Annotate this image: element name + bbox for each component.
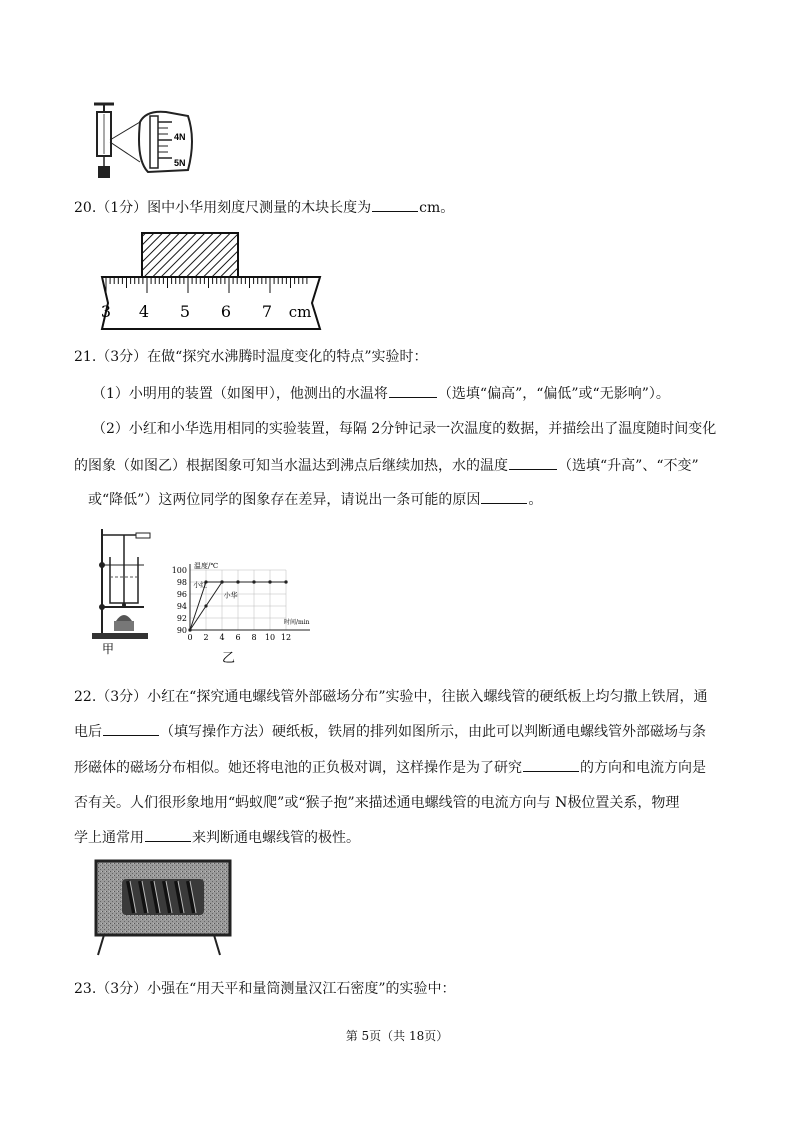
page-footer: 第 5页（共 18页） — [345, 1029, 449, 1043]
chart-series-label: 小红 — [193, 580, 208, 589]
q21-part1 — [92, 383, 670, 404]
solenoid-photo — [94, 859, 232, 957]
q22-line3 — [74, 757, 706, 778]
q22-blank3[interactable] — [145, 827, 191, 842]
ruler-label-5: 5 — [179, 302, 191, 321]
chart-ylabel: 温度/℃ — [194, 562, 219, 570]
chart-ytick-label: 100 — [171, 566, 187, 575]
temperature-chart — [166, 560, 316, 666]
chart-point — [236, 580, 239, 583]
q22-blank2[interactable] — [523, 757, 579, 772]
q21-part2-blank1[interactable] — [509, 455, 557, 470]
chart-ytick-label: 96 — [176, 590, 187, 599]
ruler-figure — [96, 231, 326, 333]
chart-point — [204, 604, 207, 607]
scale-label-4n: 4N — [174, 132, 186, 142]
scale-label-5n: 5N — [174, 158, 186, 168]
q22-line1: 22.（3分）小红在“探究通电螺线管外部磁场分布”实验中，往嵌入螺线管的硬纸板上均匀撒上铁屑，通 — [74, 689, 708, 705]
q22-line3-rest: 的方向和电流方向是 — [580, 760, 706, 776]
chart-xlabel: 时间/min — [284, 619, 310, 626]
q21-part1-text: （1）小明用的装置（如图甲），他测出的水温将 — [92, 386, 388, 402]
chart-xtick-label: 10 — [264, 633, 276, 642]
fig-jia-caption: 甲 — [102, 642, 115, 655]
q21-part2-text: 的图象（如图乙）根据图象可知当水温达到沸点后继续加热，水的温度 — [74, 458, 508, 474]
wooden-block — [142, 233, 238, 277]
ruler-label-7: 7 — [261, 302, 273, 321]
chart-point — [188, 628, 191, 631]
chart-point — [220, 580, 223, 583]
q22-line2-text: 电后 — [74, 724, 102, 740]
q22-line4: 否有关。人们很形象地用“蚂蚁爬”或“猴子抱”来描述通电螺线管的电流方向与 N极位置关系，物理 — [74, 795, 680, 811]
chart-xtick-label: 0 — [187, 633, 193, 642]
ruler-label-6: 6 — [220, 302, 232, 321]
chart-xtick-label: 2 — [203, 633, 209, 642]
chart-ytick-label: 98 — [176, 578, 187, 587]
q22-line5-rest: 来判断通电螺线管的极性。 — [192, 830, 360, 846]
q21-part1-blank[interactable] — [389, 383, 437, 398]
q21-part2-reason: 或“降低”）这两位同学的图象存在差异，请说出一条可能的原因 — [88, 492, 481, 508]
q21-part1-options: （选填“偏高”，“偏低”或“无影响”）。 — [437, 386, 670, 402]
chart-point — [284, 580, 287, 583]
chart-ytick-label: 92 — [176, 614, 187, 623]
q20-answer-blank[interactable] — [372, 197, 418, 212]
q21-part2-line2 — [74, 455, 699, 476]
q21-part2-end: 。 — [528, 492, 543, 508]
q21-part2-line3 — [88, 489, 542, 510]
apparatus-figure — [88, 525, 152, 655]
q23-heading: 23.（3分）小强在“用天平和量筒测量汉江石密度”的实验中： — [74, 981, 456, 997]
chart-xtick-label: 6 — [235, 633, 241, 642]
ruler-label-3: 3 — [100, 302, 112, 321]
q21-part2-options: （选填“升高”、“不变” — [558, 458, 699, 474]
chart-point — [268, 580, 271, 583]
q22-line2-rest: （填写操作方法）硬纸板，铁屑的排列如图所示，由此可以判断通电螺线管外部磁场与条 — [160, 724, 706, 740]
chart-caption: 乙 — [222, 651, 236, 666]
q22-line5 — [74, 827, 360, 848]
chart-xtick-label: 8 — [251, 633, 257, 642]
chart-ytick-label: 94 — [176, 602, 187, 611]
q22-blank1[interactable] — [103, 721, 159, 736]
question-20 — [74, 197, 454, 218]
chart-xtick-label: 12 — [280, 633, 292, 642]
ruler-unit-label: cm — [288, 303, 312, 321]
q21-part2-blank2[interactable] — [481, 489, 527, 504]
q22-line5-text: 学上通常用 — [74, 830, 144, 846]
q21-heading: 21.（3分）在做“探究水沸腾时温度变化的特点”实验时： — [74, 349, 428, 365]
q22-line3-text: 形磁体的磁场分布相似。她还将电池的正负极对调，这样操作是为了研究 — [74, 760, 522, 776]
spring-scale-figure — [88, 100, 198, 182]
chart-series-label: 小华 — [223, 591, 238, 600]
chart-point — [252, 580, 255, 583]
q20-unit: cm。 — [419, 200, 455, 216]
chart-xtick-label: 4 — [219, 633, 225, 642]
q20-text: 20.（1分）图中小华用刻度尺测量的木块长度为 — [74, 200, 372, 216]
ruler-label-4: 4 — [138, 302, 150, 321]
q21-part2-line1: （2）小红和小华选用相同的实验装置，每隔 2分钟记录一次温度的数据，并描绘出了温度随时间变化 — [92, 421, 717, 437]
q22-line2 — [74, 721, 706, 742]
chart-ytick-label: 90 — [176, 626, 187, 635]
